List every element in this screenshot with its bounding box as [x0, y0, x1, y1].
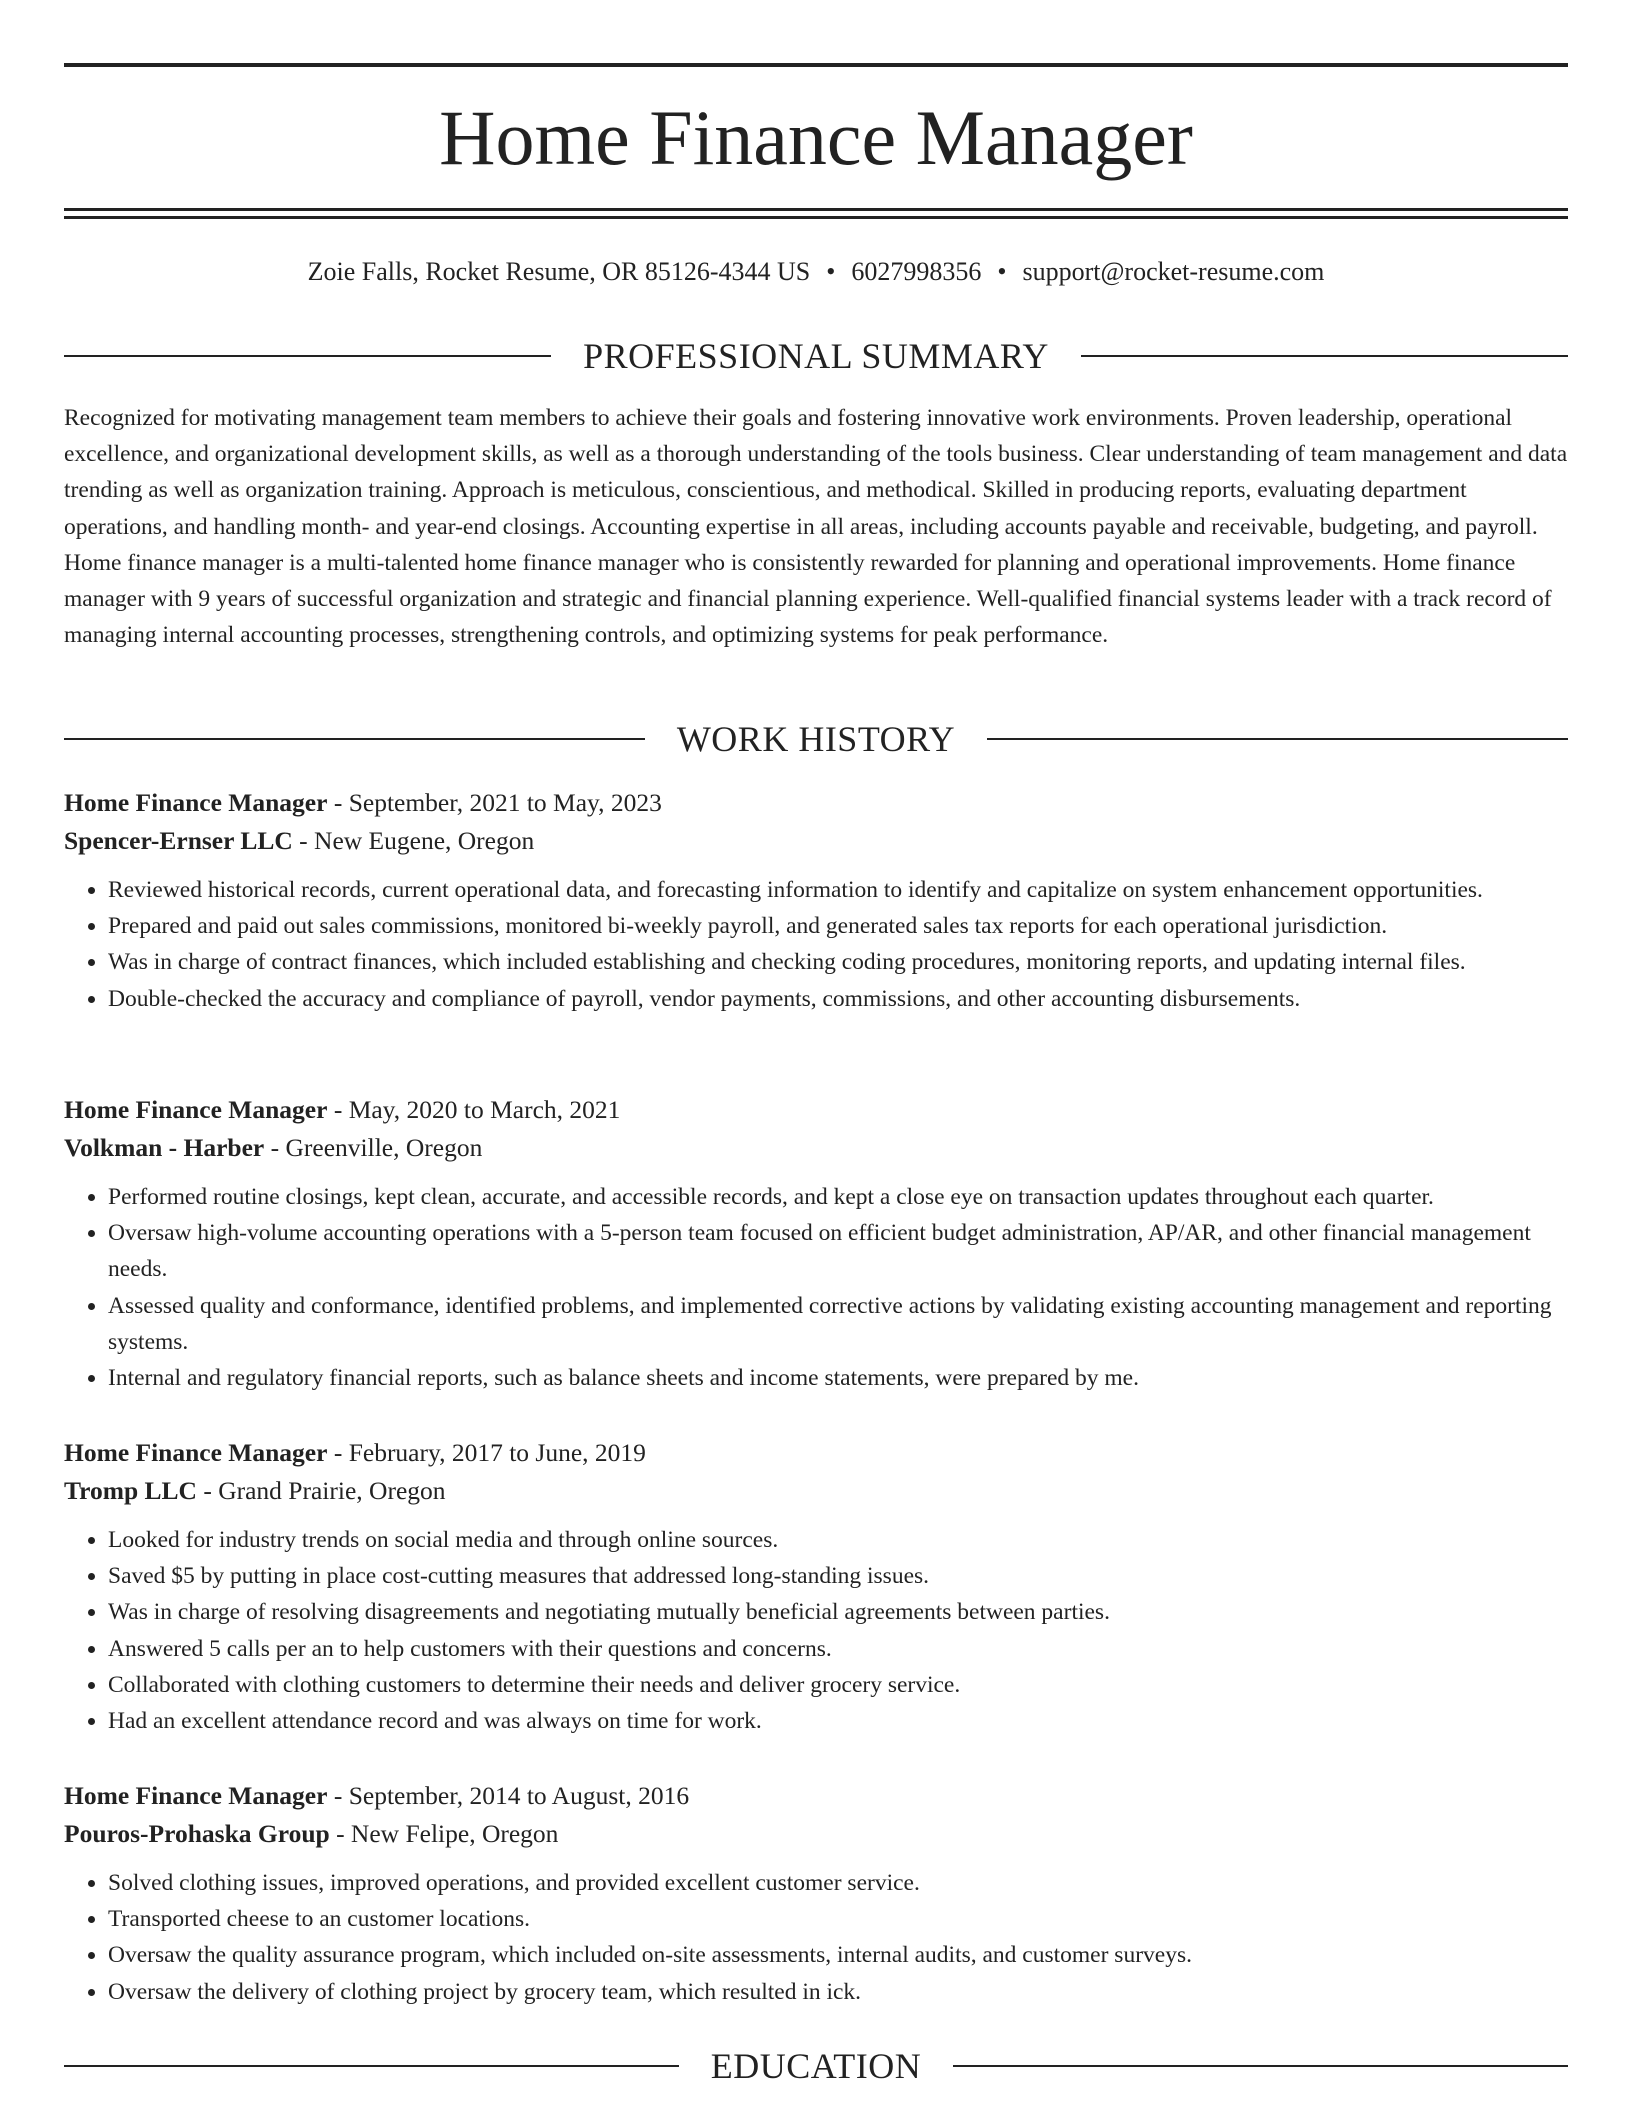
divider [987, 738, 1568, 740]
list-item: • Looked for industry trends on social media and through online sources. [108, 1522, 1568, 1558]
list-item: • Reviewed historical records, current operational data, and forecasting information to identify and capitalize on system enhancement opportunities. [108, 872, 1568, 908]
contact-address: Zoie Falls, Rocket Resume, OR 85126-4344 US [307, 257, 811, 286]
list-item: • Performed routine closings, kept clean, accurate, and accessible records, and kept a close eye on transaction updates throughout each quarter. [108, 1179, 1568, 1215]
top-rule [64, 63, 1568, 67]
section-title: PROFESSIONAL SUMMARY [583, 336, 1049, 376]
education-heading [64, 2044, 1568, 2088]
divider [64, 355, 551, 357]
list-item: • Solved clothing issues, improved operations, and provided excellent customer service. [108, 1865, 1568, 1901]
job-dates: - September, 2021 to May, 2023 [333, 788, 662, 817]
divider [953, 2065, 1568, 2067]
contact-email: support@rocket-resume.com [1022, 257, 1325, 286]
job-dates: - February, 2017 to June, 2019 [333, 1438, 646, 1467]
list-item: • Assessed quality and conformance, identified problems, and implemented corrective actions by validating existing accounting management and reporting systems. [108, 1288, 1568, 1360]
job-dates: - May, 2020 to March, 2021 [333, 1095, 621, 1124]
list-item: • Was in charge of resolving disagreements and negotiating mutually beneficial agreements between parties. [108, 1594, 1568, 1630]
job-company-line [64, 1129, 1568, 1167]
contact-phone: 6027998356 [851, 257, 982, 286]
job-company-line [64, 1815, 1568, 1853]
job-company: Volkman - Harber [64, 1133, 265, 1162]
list-item: • Answered 5 calls per an to help customers with their questions and concerns. [108, 1631, 1568, 1667]
list-item: • Oversaw high-volume accounting operations with a 5-person team focused on efficient budget administration, AP/AR, and other financial management needs. [108, 1215, 1568, 1287]
list-item: • Oversaw the delivery of clothing project by grocery team, which resulted in ick. [108, 1974, 1568, 2010]
job-title: Home Finance Manager [64, 1095, 328, 1124]
job-bullets [64, 1179, 1568, 1396]
list-item: • Had an excellent attendance record and was always on time for work. [108, 1703, 1568, 1739]
list-item: • Internal and regulatory financial reports, such as balance sheets and income statements, were prepared by me. [108, 1360, 1568, 1396]
job-title-line [64, 1091, 1568, 1129]
summary-heading [64, 334, 1568, 378]
list-item: • Was in charge of contract finances, which included establishing and checking coding procedures, monitoring reports, and updating internal files. [108, 944, 1568, 980]
divider [64, 738, 645, 740]
list-item: • Prepared and paid out sales commissions, monitored bi-weekly payroll, and generated sales tax reports for each operational jurisdiction. [108, 908, 1568, 944]
job-title-line [64, 1777, 1568, 1815]
job-title-line [64, 784, 1568, 822]
job-company: Tromp LLC [64, 1476, 197, 1505]
list-item: • Transported cheese to an customer locations. [108, 1901, 1568, 1937]
summary-text: Recognized for motivating management team members to achieve their goals and fostering innovative work environments. Proven leadership, operational excellence, and organizational development skills, as well as a thorough understanding of the tools business. Clear understanding of team management and data trending as well as organization training. Approach is meticulous, conscientious, and methodical. Skilled in producing reports, evaluating department operations, and handling month- and year-end closings. Accounting expertise in all areas, including accounts payable and receivable, budgeting, and payroll. Home finance manager is a multi-talented home finance manager who is consistently rewarded for planning and operational improvements. Home finance manager with 9 years of successful organization and strategic and financial planning experience. Well-qualified financial systems leader with a track record of managing internal accounting processes, strengthening controls, and optimizing systems for peak performance. [64, 405, 1568, 649]
job-title: Home Finance Manager [64, 1781, 328, 1810]
header-rule-lower [64, 216, 1568, 219]
job-location: - Greenville, Oregon [270, 1133, 483, 1162]
header-rule-upper [64, 208, 1568, 211]
job-entry [64, 1777, 1568, 2010]
job-title-line [64, 1434, 1568, 1472]
job-title: Home Finance Manager [64, 788, 328, 817]
job-location: - New Felipe, Oregon [336, 1819, 559, 1848]
section-title: WORK HISTORY [676, 719, 956, 759]
job-company-line [64, 822, 1568, 860]
divider [1081, 355, 1568, 357]
contact-separator: • [997, 257, 1007, 286]
job-bullets [64, 872, 1568, 1017]
divider [64, 2065, 679, 2067]
job-company-line [64, 1472, 1568, 1510]
job-dates: - September, 2014 to August, 2016 [333, 1781, 690, 1810]
list-item: • Double-checked the accuracy and compliance of payroll, vendor payments, commissions, and other accounting disbursements. [108, 981, 1568, 1017]
list-item: • Oversaw the quality assurance program, which included on-site assessments, internal audits, and customer surveys. [108, 1937, 1568, 1973]
job-entry [64, 784, 1568, 1017]
section-title: EDUCATION [710, 2046, 922, 2086]
page-title: Home Finance Manager [439, 94, 1193, 181]
job-title: Home Finance Manager [64, 1438, 328, 1467]
job-location: - New Eugene, Oregon [299, 826, 535, 855]
job-company: Pouros-Prohaska Group [64, 1819, 330, 1848]
job-bullets [64, 1522, 1568, 1739]
job-company: Spencer-Ernser LLC [64, 826, 293, 855]
list-item: • Saved $5 by putting in place cost-cutting measures that addressed long-standing issues. [108, 1558, 1568, 1594]
work-history-heading [64, 717, 1568, 761]
job-location: - Grand Prairie, Oregon [203, 1476, 446, 1505]
job-entry [64, 1091, 1568, 1396]
job-bullets [64, 1865, 1568, 2010]
job-entry [64, 1434, 1568, 1739]
list-item: • Collaborated with clothing customers to determine their needs and deliver grocery service. [108, 1667, 1568, 1703]
contact-separator: • [826, 257, 836, 286]
contact-line [64, 254, 1568, 290]
